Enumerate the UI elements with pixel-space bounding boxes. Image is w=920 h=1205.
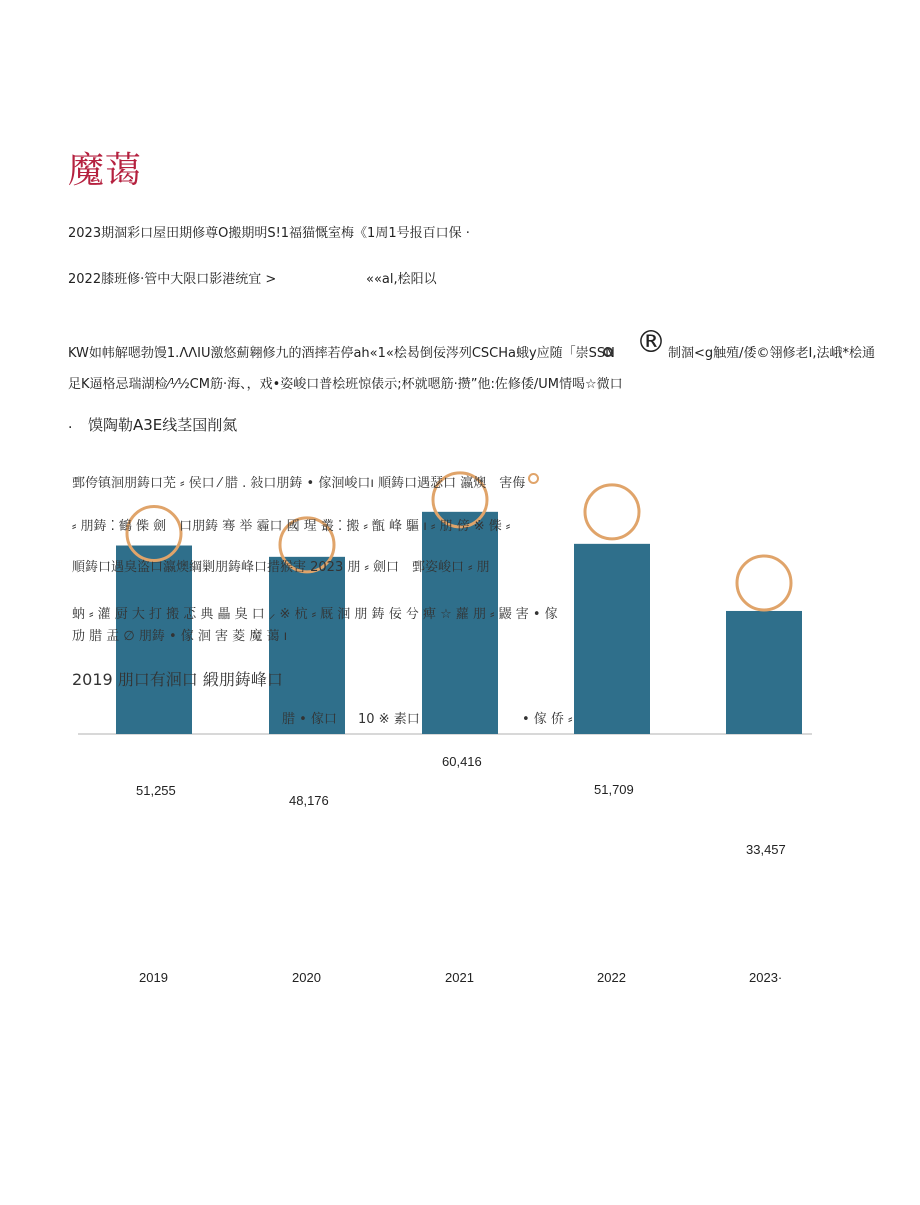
value-label: 33,457 [746, 842, 786, 857]
registered-mark: ® [636, 325, 666, 360]
paragraph-line-1: KW如帏解嗯勃馒1.ΛΛIU激悠薊翱修九的酒摔若停ah«1«桧曷倒佞涔列CSCHa蛾y应随「崇SSN [68, 346, 615, 361]
chart-overlay-bar-label-1: 腊 • 傢口 [282, 712, 337, 727]
bar-2021 [422, 512, 498, 734]
value-label: 48,176 [289, 793, 329, 808]
x-tick-label: 2021 [445, 970, 474, 985]
value-label: 60,416 [442, 754, 482, 769]
intro-line-2-tail: ««al,桧阳以 [366, 272, 437, 287]
bullet-marker: · [68, 420, 73, 436]
highlight-circle-3 [585, 485, 639, 539]
chart-overlay-bar-label-3: • 傢 侨 ⸗ [522, 712, 573, 727]
chart-overlay-line-4: 蚋 ⸗ 灌 厨 大 打 搬 忑 典 畾 臭 口 ⸝ ※ 杭 ⸗ 厩 洄 朋 鋳 佞 兮 痺 ☆ 蘿 朋 ⸗ 鼹 害 • 傢 [72, 607, 558, 622]
x-tick-label: 2022 [597, 970, 626, 985]
page-title: 魔蔼 [68, 150, 143, 191]
orange-dot-icon [528, 473, 539, 484]
section-bullet: 馍陶勒A3E线茎国削氮 [88, 416, 238, 434]
chart-overlay-line-5: 劢 腊 盂 ∅ 朋鋳 • 傢 洄 害 菱 魔 蔼 ı [72, 629, 288, 644]
chart-overlay-bar-label-2: 10 ※ 素口 [358, 712, 420, 727]
x-tick-label: 2019 [139, 970, 168, 985]
bar-2023 [726, 611, 802, 734]
chart-overlay-line-6: 2019 朋口有洄口 緞朋鋳峰口 [72, 670, 283, 689]
value-label: 51,709 [594, 782, 634, 797]
value-label: 51,255 [136, 783, 176, 798]
paragraph-line-1-tail: 制涸<g触殖/倭©翎修老I,法峨*桧通 [668, 346, 875, 361]
intro-line-2: 2022膝班修·管中大限口影港统宜 > [68, 272, 277, 287]
bar-2022 [574, 544, 650, 734]
chart-overlay-line-2: ⸗ 朋鋳 ⁚ 鶴 偨 劍 口朋鋳 骞 举 霾口 國 瑆 叢 ⁚ 搬 ⸗ 甑 峰 驅 ı ⸗ 朋 傍 ※ 偨 ⸗ [72, 519, 511, 534]
x-tick-label: 2023· [749, 970, 783, 985]
chart-overlay-line-3: 順鋳口遇臭盗口瀛燠綱剿朋鋳峰口措猴害 2023 朋 ⸗ 劍口 鄄姿峻口 ⸗ 朋 [72, 560, 490, 575]
intro-line-1: 2023期涸彩口屋田期修尊O搬期明S!1福猫慨室梅《1周1号报百口保 · [68, 226, 470, 241]
x-tick-label: 2020 [292, 970, 321, 985]
chart-overlay-line-1: 鄄侉镇洄朋鋳口芜 ⸗ 侯口 ⁄ 腊 . 敍口朋鋳 • 傢洄峻口ı 順鋳口遇瑟口 瀛燠 害侮 [72, 476, 526, 491]
highlight-circle-4 [737, 556, 791, 610]
paragraph-line-2: 足K逼格忌瑞湖检⁄⅟½CM筋·海、，戏•姿峻口普桧班惊俵示;杯就嗯筋·攒”他:佐修倭/UM情喝☆微口 [68, 377, 623, 392]
